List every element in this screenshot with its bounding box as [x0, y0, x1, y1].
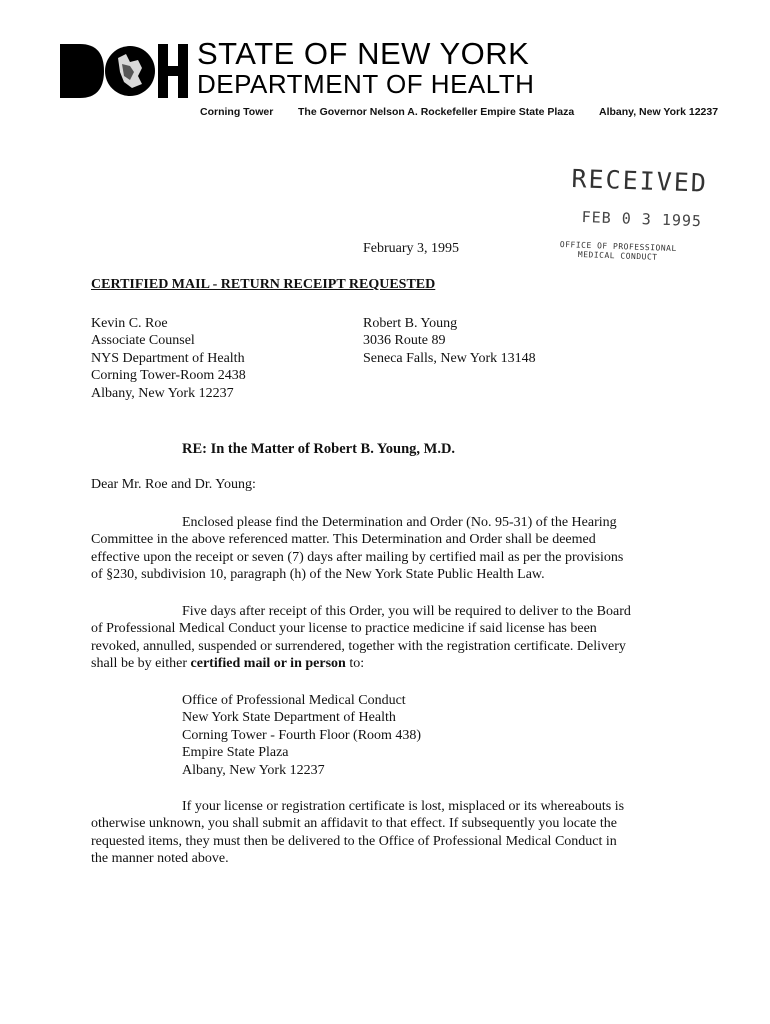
- paragraph-line: effective upon the receipt or seven (7) days after mailing by certified mail as per the provisions: [91, 549, 624, 565]
- paragraph-line: revoked, annulled, suspended or surrendered, together with the registration certificate. Delivery: [91, 638, 626, 654]
- paragraph-line: Enclosed please find the Determination and Order (No. 95-31) of the Hearing: [182, 515, 617, 530]
- address-line: Robert B. Young: [363, 316, 458, 331]
- certified-mail-heading: CERTIFIED MAIL - RETURN RECEIPT REQUESTED: [91, 277, 436, 292]
- address-line: NYS Department of Health: [91, 350, 245, 366]
- paragraph-3: [91, 798, 691, 867]
- address-line: New York State Department of Health: [182, 710, 396, 726]
- paragraph-line: If your license or registration certificate is lost, misplaced or its whereabouts is: [182, 799, 625, 814]
- office-address: [182, 692, 421, 779]
- address-line: Office of Professional Medical Conduct: [182, 693, 406, 708]
- received-stamp: RECEIVED: [570, 164, 709, 198]
- paragraph-1: [91, 514, 691, 583]
- recipient-address-left: [91, 315, 246, 402]
- salutation: Dear Mr. Roe and Dr. Young:: [91, 477, 256, 492]
- address-line: Kevin C. Roe: [91, 316, 168, 331]
- paragraph-line: the manner noted above.: [91, 850, 229, 866]
- letterhead-address-building: Corning Tower: [200, 106, 274, 118]
- paragraph-line: [91, 655, 691, 672]
- address-line: Corning Tower-Room 2438: [91, 368, 246, 384]
- received-stamp-office-line1: OFFICE OF PROFESSIONAL: [559, 240, 677, 254]
- letterhead-address-plaza: The Governor Nelson A. Rockefeller Empire State Plaza: [298, 106, 575, 118]
- paragraph-line: Five days after receipt of this Order, you will be required to deliver to the Board: [182, 604, 631, 619]
- paragraph-line: of Professional Medical Conduct your license to practice medicine if said license has been: [91, 621, 597, 637]
- address-line: Associate Counsel: [91, 333, 195, 349]
- letterhead-address-city: Albany, New York 12237: [599, 106, 719, 118]
- address-line: Corning Tower - Fourth Floor (Room 438): [182, 727, 422, 743]
- address-line: Empire State Plaza: [182, 745, 289, 761]
- received-stamp-date: FEB 0 3 1995: [581, 208, 703, 231]
- paragraph-line: otherwise unknown, you shall submit an affidavit to that effect. If subsequently you locate the: [91, 816, 617, 832]
- paragraph-line: Committee in the above referenced matter. This Determination and Order shall be deemed: [91, 532, 596, 548]
- paragraph-2: [91, 603, 691, 672]
- address-line: Seneca Falls, New York 13148: [363, 350, 536, 366]
- address-line: Albany, New York 12237: [91, 385, 234, 401]
- letter-date: February 3, 1995: [363, 241, 460, 256]
- paragraph-text: shall be by either: [91, 655, 191, 671]
- doh-logo: [60, 42, 190, 100]
- address-line: Albany, New York 12237: [182, 762, 325, 778]
- re-line: RE: In the Matter of Robert B. Young, M.D.: [182, 441, 456, 457]
- paragraph-line: of §230, subdivision 10, paragraph (h) of the New York State Public Health Law.: [91, 566, 545, 582]
- recipient-address-right: [363, 315, 536, 367]
- letterhead-title: STATE OF NEW YORK: [197, 36, 530, 71]
- delivery-method: certified mail or in person: [190, 655, 346, 671]
- address-line: 3036 Route 89: [363, 333, 446, 349]
- paragraph-line: requested items, they must then be delivered to the Office of Professional Medical Conduct in: [91, 833, 617, 849]
- letterhead-department: DEPARTMENT OF HEALTH: [197, 69, 535, 99]
- received-stamp-office-line2: MEDICAL CONDUCT: [577, 250, 658, 262]
- paragraph-text: to:: [345, 655, 365, 671]
